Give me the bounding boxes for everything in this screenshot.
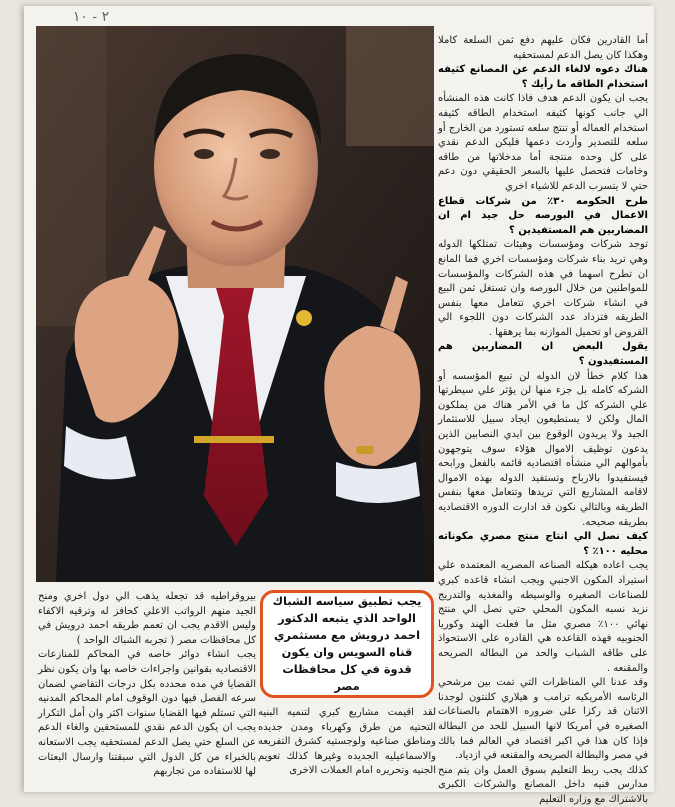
article-paragraph: كذلك يجب ربط التعليم بسوق العمل وان يتم منح مدارس فنيه داخل المصانع والشركات الكبرى بالاشتراك مع وزاره التعليم bbox=[438, 764, 648, 805]
article-paragraph: أما القادرين فكان عليهم دفع ثمن السلعة كاملا وهكذا كان يصل الدعم لمستحقيه bbox=[438, 35, 648, 61]
interview-photo bbox=[36, 26, 434, 582]
article-column-middle bbox=[258, 706, 436, 790]
magazine-page bbox=[24, 6, 654, 805]
interview-question: طرح الحكومه ٣٠٪ من شركات قطاع الاعمال في البورصه حل جيد ام ان المضاربين هم المستفيدين ؟ bbox=[438, 195, 648, 236]
article-paragraph: هذا كلام خطأ لان الدوله لن تبيع المؤسسه أو الشركه كامله بل جزء منها لن يؤثر علي سيطرتها علي الشركه كل ما في الأمر هناك من يملكون المال ولكن لا يستطيعون ايجاد سبيل للاستثمار الجيد ولا يريدون الوقوع بين ايدي النصابين الذين يدعون توظيف الاموال هؤلاء سوف يتوجهون بأموالهم الي منشأه اقتصاديه قائمه بالفعل ورابحه فيستفيدوا بالارباح وتستفيد الدوله بهذه الاموال لاقامه المشاريع التي تريدها وتتعامل معها بنفس الطريقه وبالتالي نكون قد ادارت الدوره الاقتصاديه بطريقه صحيحه. bbox=[438, 370, 648, 528]
article-paragraph: لقد اقيمت مشاريع كبري لتنميه البنيه التحتيه من طرق وكهرباء ومدن جديده ومناطق صناعيه ولوجستيه كشرق التفريعه والاسماعيليه الجديده وغيرها كذلك تعويم الجنيه وتحريره امام العملات الاخرى bbox=[258, 707, 436, 777]
page-folio: ٢ - ١٠ bbox=[36, 6, 146, 29]
article-paragraph: بيروقراطيه قد تجعله يذهب الي دول اخري ومنح الجيد منهم الرواتب الاعلي كحافز له وترقيه الاكفاء وليس الاقدم يجب ان تعمم طريقه احمد درويش في كل محافظات مصر ( تجربه الشباك الواحد ) bbox=[38, 591, 256, 646]
article-column-left bbox=[38, 590, 256, 790]
pull-quote-text: يجب تطبيق سياسه الشباك الواحد الذي يتبعه الدكتور احمد درويش مع مستثمري قناه السويس وان يكون قدوة في كل محافظات مصر bbox=[272, 594, 422, 693]
interview-question: يقول البعض ان المضاربين هم المستفيدون ؟ bbox=[438, 341, 648, 368]
portrait-illustration bbox=[36, 26, 434, 582]
article-paragraph: وقد عدنا الي المناظرات التي تمت بين مرشحي الرئاسه الأمريكيه ترامب و هيلاري كلنتون لوجدنا الاثنان قد ركزا على ضروره الاهتمام بالصناعات الصغيره في أمريكا لانها السبيل للحد من البطالة فإذا كان هذا في اكبر اقتصاد في العالم فما بالك في مصر والبطالة الصريحه والمقنعه في ازدياد. bbox=[438, 677, 648, 762]
article-column-right bbox=[438, 34, 648, 805]
article-paragraph: توجد شركات ومؤسسات وهيئات تمتلكها الدوله وهي تريد بناء شركات ومؤسسات اخري فما المانع ان تطرح اسهما في هذه الشركات والمؤسسات للمواطنين من خلال البورصه وان تستغل ثمن البيع في انشاء شركات اخري تتعامل معها بنفس الطريقه فتزداد عدد الشركات دون اللجوء الي القروض او تحميل الموازنه بما يرهقها . bbox=[438, 239, 648, 338]
article-paragraph: يجب انشاء دوائر خاصه في المحاكم للمنازعات الاقتصاديه بقوانين واجراءات خاصه بها وان يكون نظر القضايا في مده محدده بكل درجات التقاضي لضمان سرعه الفصل فيها دون الوقوف امام المحاكم المدنيه التي تستلم فيها القضايا سنوات اكثر وان أمل التكرار يجب ان يكون الدعم نقدي للمستحقين والغاء الدعم عن السلع حتي يصل الدعم لمستحقيه يجب الاستعانه بالخبراء من كل الدول التي سبقتنا وارسال البعثات لها للاستفاده من تجاربهم bbox=[38, 649, 256, 778]
article-paragraph: يجب ان يكون الدعم هدف فاذا كانت هذه المنشأه الي جانب كونها كثيفه استخدام الطاقه كثيفه استخدام العماله أو تنتج سلعه تستورد من الخارج أو سلعه للتصدير وأردت دعمها فليكن الدعم نقدي على كل وحده منتجة أما مدخلاتها من طاقه وخامات فتحصل عليها بالسعر الحقيقي دون دعم حتي لا يتسرب الدعم للاشياء اخري bbox=[438, 93, 648, 192]
pull-quote-box bbox=[260, 590, 434, 698]
interview-question: هناك دعوه لالغاء الدعم عن المصانع كثيفه استخدام الطاقه ما رأيك ؟ bbox=[438, 64, 648, 90]
article-paragraph: يجب اعاده هيكله الصناعه المصريه المعتمده علي استيراد المكون الاجنبي ويجب انشاء قاعده كبري للصناعات الصغيره والوسيطه والمغذيه والتدريج نزيد نسبه المكون المحلي حتي نصل الي منتج نهائي ١٠٠٪ مصري مثل ما فعلت الهند وكوريا الجنوبيه فهذه القاعده هي القادره على الاستحواذ على طاقه الشباب والحد من البطاله الصريحه والمقنعه . bbox=[438, 560, 648, 674]
interview-question: كيف نصل الي انتاج منتج مصري مكوناته محليه ١٠٠٪ ؟ bbox=[438, 531, 648, 557]
